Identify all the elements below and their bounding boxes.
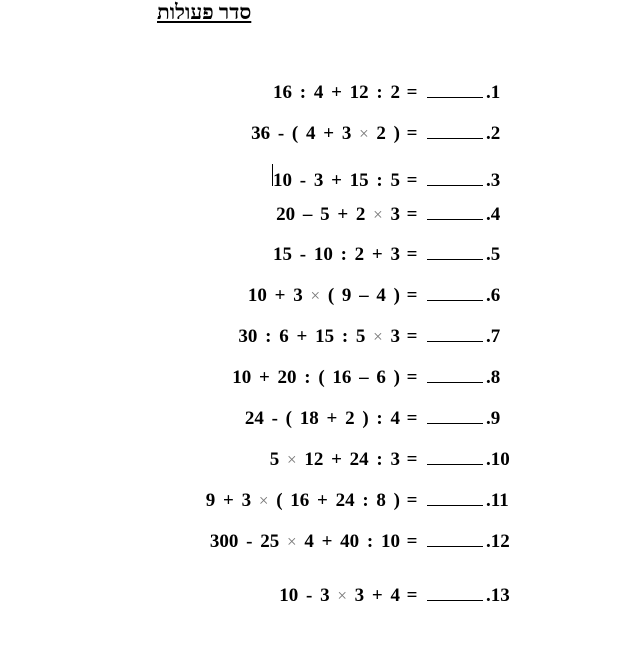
problem-row — [276, 204, 512, 230]
answer-blank[interactable] — [427, 490, 483, 506]
answer-blank[interactable] — [427, 170, 483, 186]
problem-expression: 15 - 10 : 2 + 3 — [273, 244, 400, 265]
multiply-sign: × — [287, 532, 297, 551]
problem-number: .6 — [486, 285, 501, 306]
problem-expression: 10 - 3 + 15 : 5 — [273, 170, 400, 191]
equals-sign: = — [406, 82, 418, 103]
problem-expression: 24 - ( 18 + 2 ) : 4 — [244, 408, 400, 429]
multiply-sign: × — [373, 327, 383, 346]
problem-expression: 20 – 5 + 2 × 3 — [276, 204, 400, 225]
answer-blank[interactable] — [427, 82, 483, 98]
equals-sign: = — [406, 285, 418, 306]
answer-blank[interactable] — [427, 531, 483, 547]
problem-expression: 30 : 6 + 15 : 5 × 3 — [238, 326, 400, 347]
problem-number: .12 — [486, 531, 510, 552]
answer-blank[interactable] — [427, 326, 483, 342]
multiply-sign: × — [310, 286, 321, 305]
multiply-sign: × — [359, 124, 369, 143]
equals-sign: = — [406, 449, 418, 470]
multiply-sign: × — [287, 450, 297, 469]
problem-expression: 10 - 3 × 3 + 4 — [279, 585, 400, 606]
equals-sign: = — [406, 326, 418, 347]
problem-row — [251, 123, 512, 149]
answer-blank[interactable] — [427, 408, 483, 424]
problem-row — [279, 585, 512, 611]
multiply-sign: × — [258, 491, 269, 510]
answer-blank[interactable] — [427, 367, 483, 383]
problem-number: .3 — [486, 170, 501, 191]
answer-blank[interactable] — [427, 285, 483, 301]
equals-sign: = — [406, 244, 418, 265]
answer-blank[interactable] — [427, 244, 483, 260]
problem-row — [272, 164, 512, 190]
equals-sign: = — [406, 204, 418, 225]
problem-row — [210, 531, 512, 557]
problem-number: .8 — [486, 367, 501, 388]
problem-expression: 9 + 3 × ( 16 + 24 : 8 ) — [205, 490, 400, 511]
problem-row — [248, 285, 512, 311]
worksheet-title: סדר פעולות — [157, 0, 252, 24]
problem-row — [270, 449, 512, 475]
problem-number: .5 — [486, 244, 501, 265]
problem-expression: 10 + 20 : ( 16 – 6 ) — [232, 367, 400, 388]
problem-number: .10 — [486, 449, 510, 470]
multiply-sign: × — [373, 205, 383, 224]
problem-row — [273, 82, 512, 108]
equals-sign: = — [406, 123, 418, 144]
problem-expression: 10 + 3 × ( 9 – 4 ) — [247, 285, 400, 306]
problem-row — [238, 326, 512, 352]
problem-row — [232, 367, 512, 393]
problem-number: .9 — [486, 408, 501, 429]
equals-sign: = — [406, 531, 418, 552]
problem-row — [206, 490, 512, 516]
equals-sign: = — [406, 490, 418, 511]
problem-expression: 5 × 12 + 24 : 3 — [269, 449, 400, 470]
problem-number: .2 — [486, 123, 501, 144]
problem-expression: 36 - ( 4 + 3 × 2 ) — [251, 123, 400, 144]
equals-sign: = — [406, 408, 418, 429]
answer-blank[interactable] — [427, 123, 483, 139]
problem-number: .7 — [486, 326, 501, 347]
answer-blank[interactable] — [427, 585, 483, 601]
equals-sign: = — [406, 170, 418, 191]
problem-row — [273, 244, 512, 270]
answer-blank[interactable] — [427, 449, 483, 465]
equals-sign: = — [406, 367, 418, 388]
problem-number: .13 — [486, 585, 510, 606]
problem-number: .1 — [486, 82, 501, 103]
multiply-sign: × — [337, 586, 347, 605]
problem-expression: 300 - 25 × 4 + 40 : 10 — [209, 531, 400, 552]
problem-number: .4 — [486, 204, 501, 225]
problem-row — [245, 408, 512, 434]
equals-sign: = — [406, 585, 418, 606]
problem-expression: 16 : 4 + 12 : 2 — [273, 82, 400, 103]
answer-blank[interactable] — [427, 204, 483, 220]
problem-number: .11 — [486, 490, 509, 511]
